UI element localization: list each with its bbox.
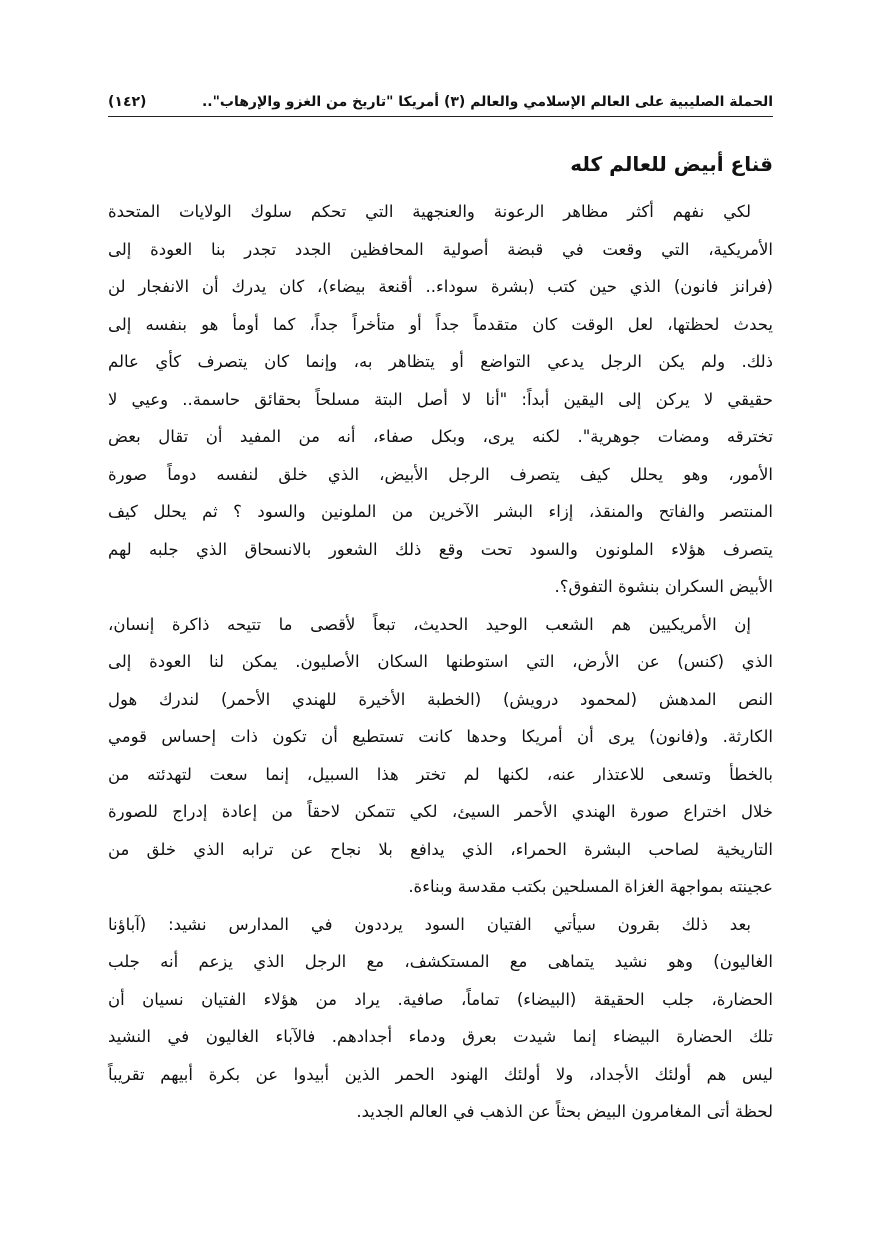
paragraph (108, 193, 773, 606)
text-line: الأمريكية، التي وقعت في قبضة أصولية المحافظين الجدد تجدر بنا العودة إلى (108, 239, 773, 259)
running-header (108, 88, 773, 117)
text-line: حقيقي لا يركن إلى اليقين أبداً: "أنا لا أصل البتة مسلحاً بحقائق حاسمة.. وعيي لا (108, 389, 773, 409)
page-number: (١٤٢) (108, 94, 147, 110)
text-line: (فرانز فانون) الذي حين كتب (بشرة سوداء.. أقنعة بيضاء)، كان يدرك أن الانفجار لن (108, 277, 773, 296)
text-line: الحضارة، جلب الحقيقة (البيضاء) تماماً، صافية. يراد من هؤلاء الفتيان نسيان أن (108, 989, 773, 1009)
text-line: ذلك. ولم يكن الرجل يدعي التواضع أو يتظاهر به، وإنما كان يتصرف كأي عالم (108, 352, 773, 371)
text-line: ليس هم أولئك الأجداد، ولا أولئك الهنود الحمر الذين أبيدوا عن بكرة أبيهم تقريباً (108, 1064, 773, 1084)
paragraph (108, 906, 773, 1131)
text-line: إن الأمريكيين هم الشعب الوحيد الحديث، تبعاً لأقصى ما تتيحه ذاكرة إنسان، (108, 614, 751, 634)
text-line: لكي نفهم أكثر مظاهر الرعونة والعنجهية التي تحكم سلوك الولايات المتحدة (108, 202, 751, 221)
text-line: بعد ذلك بقرون سيأتي الفتيان السود يرددون في المدارس نشيد: (آباؤنا (108, 914, 751, 934)
text-line: التاريخية لصاحب البشرة الحمراء، الذي يدافع بلا نجاح عن ترابه الذي خلق من (108, 839, 773, 859)
paragraph (108, 606, 773, 906)
text-line: خلال اختراع صورة الهندي الأحمر السيئ، لكي تتمكن لاحقاً من إعادة إدراج للصورة (108, 802, 773, 821)
text-line: يتصرف هؤلاء الملونون والسود تحت وقع ذلك الشعور بالانسحاق الذي جلبه لهم (108, 539, 773, 559)
text-line: تخترقه ومضات جوهرية". لكنه يرى، وبكل صفاء، أنه من المفيد أن تقال بعض (108, 427, 773, 446)
text-line: الذي (كنس) عن الأرض، التي استوطنها السكان الأصليون. يمكن لنا العودة إلى (108, 652, 773, 671)
text-line: بالخطأ وتسعى للاعتذار عنه، لكنها لم تختر هذا السبيل، إنما سعت لتهدئته من (108, 764, 773, 784)
text-line: الأبيض السكران بنشوة التفوق؟. (554, 577, 773, 596)
body-text (108, 193, 773, 1131)
text-line: النص المدهش (لمحمود درويش) (الخطبة الأخيرة للهندي الأحمر) لندرك هول (108, 689, 773, 709)
text-line: عجينته بمواجهة الغزاة المسلحين بكتب مقدسة وبناءة. (408, 877, 773, 896)
text-line: المنتصر والفاتح والمنقذ، إزاء البشر الآخرين من الملونين والسود ؟ ثم يحلل كيف (108, 502, 773, 521)
text-line: الغاليون) وهو نشيد يتماهى مع المستكشف، مع الرجل الذي يزعم أنه جلب (108, 952, 773, 971)
text-line: يحدث لحظتها، لعل الوقت كان متقدماً جداً أو متأخراً جداً، كما أومأ هو بنفسه إلى (108, 314, 773, 334)
text-line: الكارثة. و(فانون) يرى أن أمريكا وحدها كانت تستطيع أن تكون ذات إحساس قومي (108, 727, 773, 746)
text-line: الأمور، وهو يحلل كيف يتصرف الرجل الأبيض، الذي خلق لنفسه دوماً صورة (108, 464, 773, 484)
section-title: قناع أبيض للعالم كله (570, 152, 773, 176)
text-line: تلك الحضارة البيضاء إنما شيدت بعرق ودماء أجدادهم. فالآباء الغاليون في النشيد (108, 1027, 773, 1046)
running-title: الحملة الصليبية على العالم الإسلامي والعالم (٣) أمريكا "تاريخ من الغزو والإرهاب".. (201, 94, 773, 110)
text-line: لحظة أتى المغامرون البيض بحثاً عن الذهب في العالم الجديد. (356, 1102, 773, 1121)
